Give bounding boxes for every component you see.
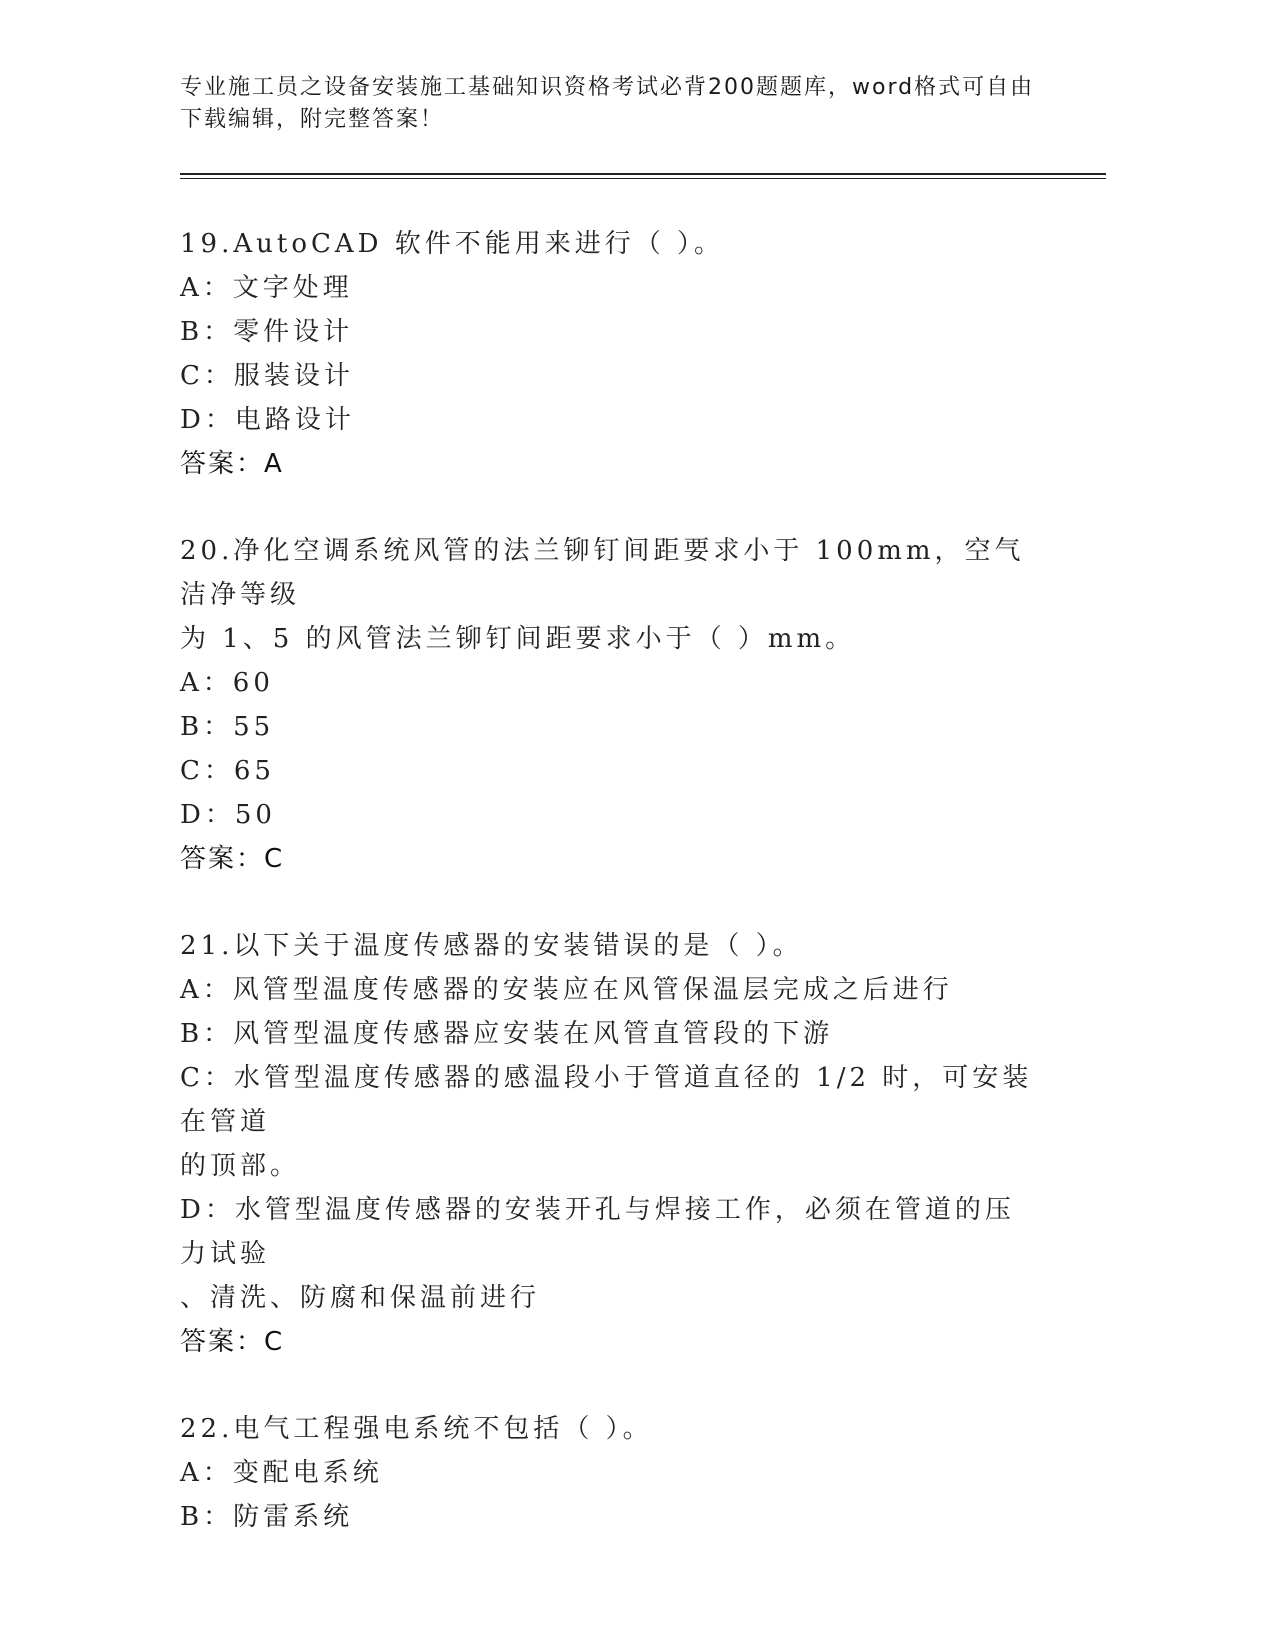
question-21 [180, 924, 1040, 1364]
question-list [180, 222, 1040, 1582]
document-header [180, 72, 1050, 136]
option-b: B：风管型温度传感器应安装在风管直管段的下游 [180, 1019, 834, 1049]
option-c: C：65 [180, 756, 275, 786]
question-20 [180, 529, 1040, 881]
option-a: A：文字处理 [180, 273, 353, 303]
option-a: A：变配电系统 [180, 1458, 383, 1488]
option-b: B：55 [180, 712, 275, 742]
answer-label: 答案：C [180, 1327, 285, 1357]
option-d-continued: 、清洗、防腐和保温前进行 [180, 1283, 541, 1313]
answer-label: 答案：C [180, 844, 285, 874]
question-stem: 22.电气工程强电系统不包括（ ）。 [180, 1414, 653, 1444]
answer-label: 答案：A [180, 449, 284, 479]
question-stem-continued: 为 1、5 的风管法兰铆钉间距要求小于（ ）mm。 [180, 624, 856, 654]
option-d: D：水管型温度传感器的安装开孔与焊接工作，必须在管道的压力试验 [180, 1195, 1015, 1269]
question-stem: 19.AutoCAD 软件不能用来进行（ ）。 [180, 229, 725, 259]
option-c: C：服装设计 [180, 361, 354, 391]
header-title-line-2: 下载编辑，附完整答案！ [180, 107, 445, 132]
header-divider-top [180, 173, 1106, 175]
option-d: D：电路设计 [180, 405, 355, 435]
option-c-continued: 的顶部。 [180, 1151, 301, 1181]
option-a: A：60 [180, 668, 274, 698]
option-a: A：风管型温度传感器的安装应在风管保温层完成之后进行 [180, 975, 953, 1005]
option-d: D：50 [180, 800, 276, 830]
question-22 [180, 1407, 1040, 1539]
question-stem: 20.净化空调系统风管的法兰铆钉间距要求小于 100mm，空气洁净等级 [180, 536, 1025, 610]
question-stem: 21.以下关于温度传感器的安装错误的是（ ）。 [180, 931, 803, 961]
option-b: B：防雷系统 [180, 1502, 354, 1532]
option-b: B：零件设计 [180, 317, 354, 347]
header-title-line-1: 专业施工员之设备安装施工基础知识资格考试必背200题题库，word格式可自由 [180, 75, 1035, 100]
option-c: C：水管型温度传感器的感温段小于管道直径的 1/2 时，可安装在管道 [180, 1063, 1033, 1137]
question-19 [180, 222, 1040, 486]
header-divider-bottom [180, 178, 1106, 179]
